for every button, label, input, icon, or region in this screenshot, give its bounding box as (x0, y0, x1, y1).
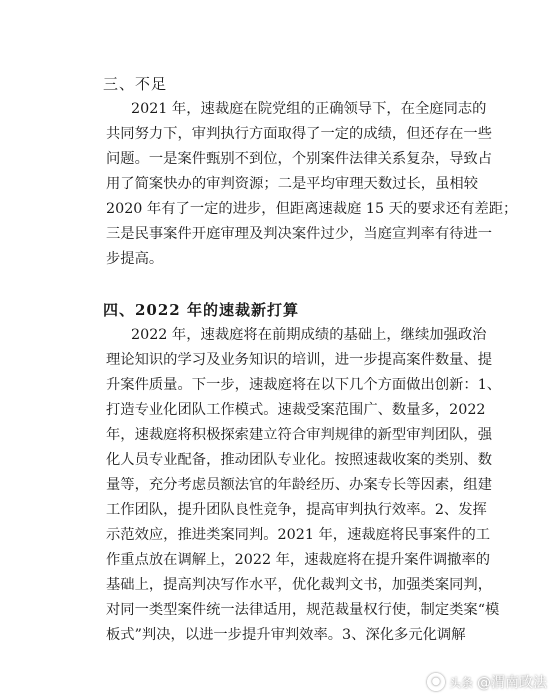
section-4-line: 2022 年，速裁庭将在前期成绩的基础上，继续加强政治 (131, 327, 487, 343)
section-4-line: 打造专业化团队工作模式。速裁受案范围广、数量多，2022 (106, 402, 486, 418)
section-4-line: 量等，充分考虑员额法官的年龄经历、办案专长等因素，组建 (106, 477, 493, 493)
section-4-line: 化人员专业配备，推动团队专业化。按照速裁收案的类别、数 (106, 452, 493, 468)
section-4-line: 示范效应，推进类案同判。2021 年，速裁庭将民事案件的工 (106, 527, 491, 543)
section-3-line: 2020 年有了一定的进步，但距离速裁庭 15 天的要求还有差距； (106, 201, 518, 217)
section-4-line: 理论知识的学习及业务知识的培训，进一步提高案件数量、提 (106, 352, 493, 368)
section-3-line: 问题。一是案件甄别不到位，个别案件法律关系复杂，导致占 (106, 151, 493, 167)
section-4-line: 年，速裁庭将积极探索建立符合审判规律的新型审判团队，强 (106, 427, 493, 443)
watermark-brand: 头条 (448, 675, 473, 690)
toutiao-watermark (427, 672, 547, 692)
section-3-line: 2021 年，速裁庭在院党组的正确领导下，在全庭同志的 (131, 101, 487, 117)
section-4-line: 对同一类型案件统一法律适用，规范裁量权行使，制定类案“模 (106, 602, 500, 618)
section-3-line: 三是民事案件开庭审理及判决案件过少，当庭宣判率有待进一 (106, 226, 493, 242)
section-4-line: 板式”判决，以进一步提升审判效率。3、深化多元化调解 (106, 627, 466, 643)
toutiao-logo-icon: ● (427, 673, 445, 691)
section-3-line: 步提高。 (106, 251, 164, 267)
section-4-line: 升案件质量。下一步，速裁庭将在以下几个方面做出创新：1、 (106, 377, 502, 393)
section-3-heading: 三、不足 (103, 75, 168, 93)
section-3-line: 用了简案快办的审判资源；二是平均审理天数过长，虽相较 (106, 176, 478, 192)
section-4-heading: 四、2022 年的速裁新打算 (103, 301, 299, 319)
watermark-account: @渭南政法 (477, 675, 547, 691)
section-4-line: 基础上，提高判决写作水平，优化裁判文书，加强类案同判， (106, 577, 493, 593)
section-4-line: 作重点放在调解上，2022 年，速裁庭将在提升案件调撤率的 (106, 552, 491, 568)
section-3-line: 共同努力下，审判执行方面取得了一定的成绩，但还存在一些 (106, 126, 493, 142)
section-4-line: 工作团队，提升团队良性竞争，提高审判执行效率。2、发挥 (106, 502, 487, 518)
